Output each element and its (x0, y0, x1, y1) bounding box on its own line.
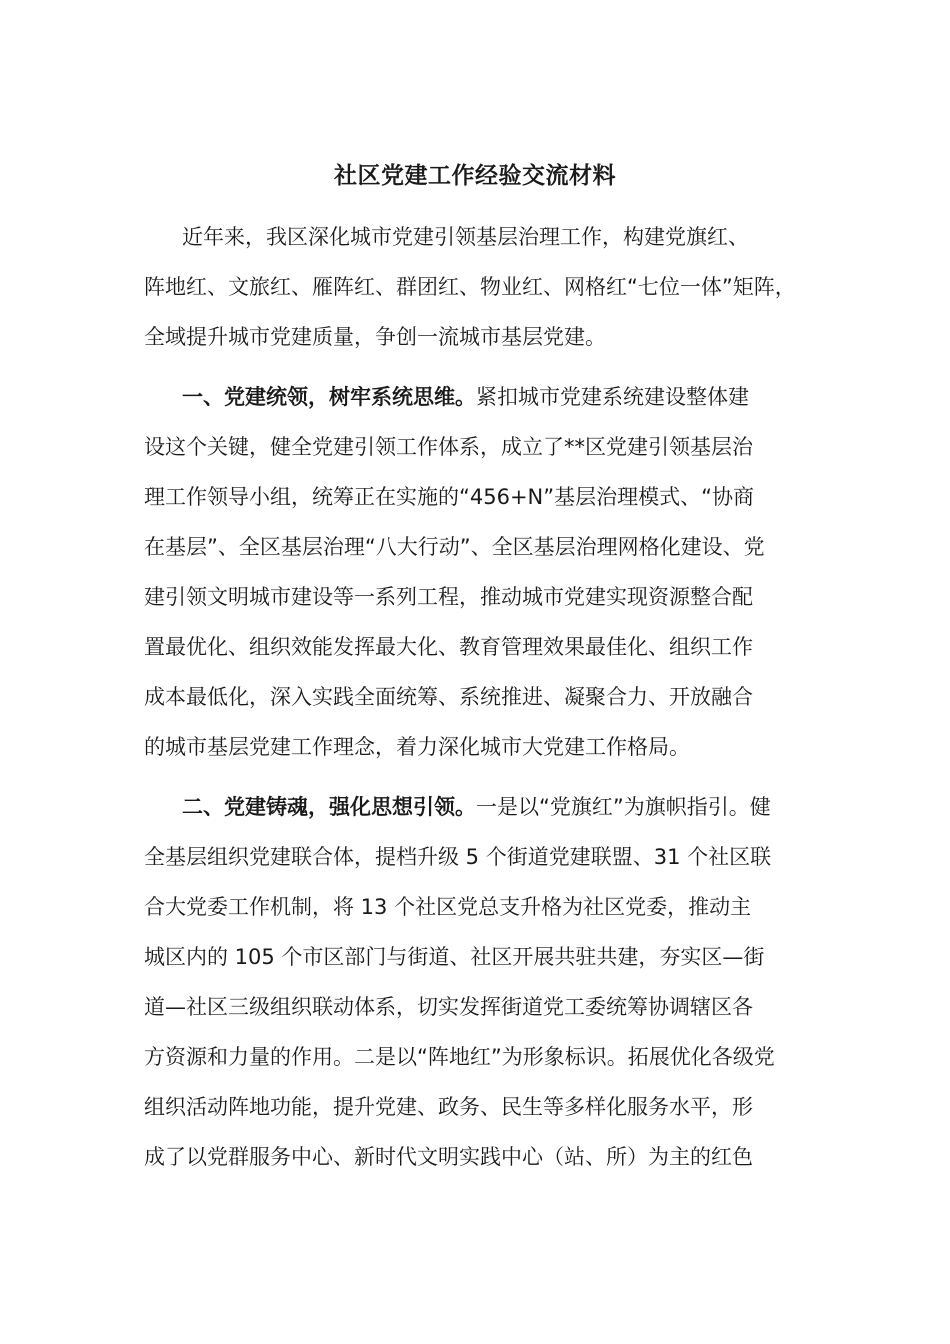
section-1-line: 在基层”、全区基层治理“八大行动”、全区基层治理网格化建设、党 (144, 535, 765, 559)
section-2-line: 合大党委工作机制，将 13 个社区党总支升格为社区党委，推动主 (144, 895, 752, 919)
intro-line: 阵地红、文旅红、雁阵红、群团红、物业红、网格红“七位一体”矩阵， (144, 275, 796, 299)
section-1-line: 建引领文明城市建设等一系列工程，推动城市党建实现资源整合配 (144, 585, 753, 609)
intro-line: 全域提升城市党建质量，争创一流城市基层党建。 (144, 325, 606, 349)
section-1-line: 置最优化、组织效能发挥最大化、教育管理效果最佳化、组织工作 (144, 635, 753, 659)
section-1-line: 理工作领导小组，统筹正在实施的“456+N”基层治理模式、“协商 (144, 485, 755, 509)
section-2-line: 组织活动阵地功能，提升党建、政务、民生等多样化服务水平，形 (144, 1095, 753, 1119)
section-2-line: 方资源和力量的作用。二是以“阵地红”为形象标识。拓展优化各级党 (144, 1045, 775, 1069)
section-2-first-line-text: 一是以“党旗红”为旗帜指引。健 (476, 795, 771, 819)
section-2-heading: 二、党建铸魂，强化思想引领。 (182, 795, 476, 819)
section-2-line: 道—社区三级组织联动体系，切实发挥街道党工委统筹协调辖区各 (144, 995, 753, 1019)
section-1-first-line-text: 紧扣城市党建系统建设整体建 (476, 385, 749, 409)
intro-line: 近年来，我区深化城市党建引领基层治理工作，构建党旗红、 (182, 225, 749, 249)
section-1-line: 成本最低化，深入实践全面统筹、系统推进、凝聚合力、开放融合 (144, 685, 753, 709)
section-1-line: 设这个关键，健全党建引领工作体系，成立了**区党建引领基层治 (144, 435, 753, 459)
section-2-line: 城区内的 105 个市区部门与街道、社区开展共驻共建，夯实区—街 (144, 945, 765, 969)
section-2-line: 全基层组织党建联合体，提档升级 5 个街道党建联盟、31 个社区联 (144, 845, 772, 869)
section-1-line: 的城市基层党建工作理念，着力深化城市大党建工作格局。 (144, 735, 690, 759)
document-title: 社区党建工作经验交流材料 (334, 163, 616, 189)
section-1-heading: 一、党建统领，树牢系统思维。 (182, 385, 476, 409)
section-2-first-line (182, 789, 771, 825)
section-1-first-line (182, 379, 749, 415)
section-2-line: 成了以党群服务中心、新时代文明实践中心（站、所）为主的红色 (144, 1145, 753, 1169)
